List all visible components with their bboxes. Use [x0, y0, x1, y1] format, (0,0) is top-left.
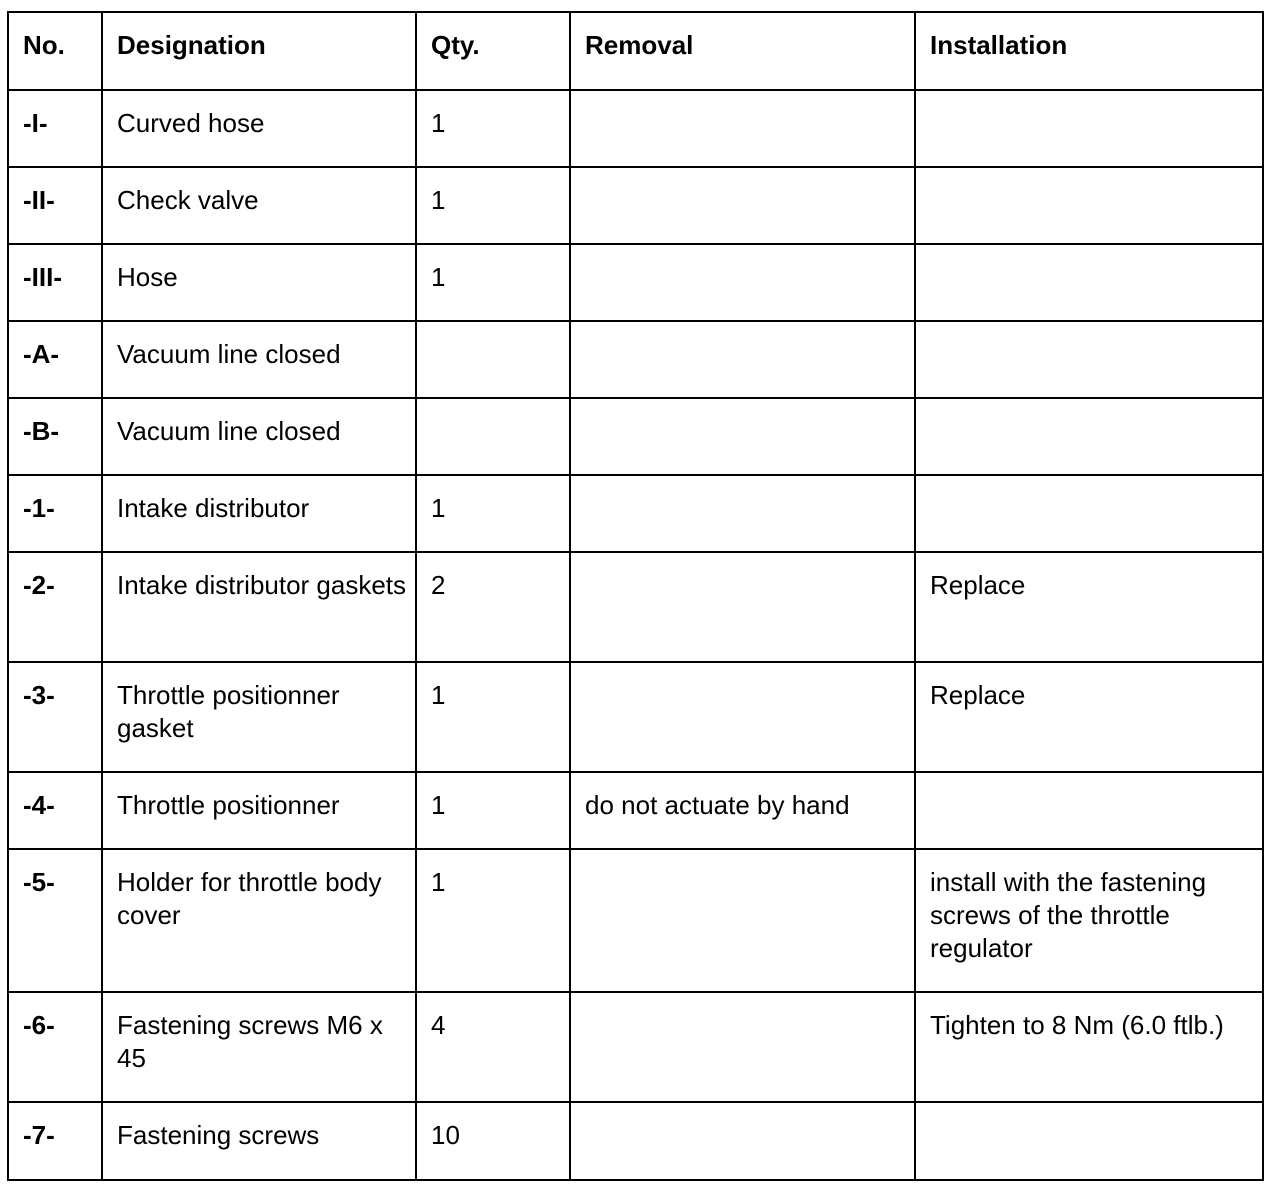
- cell-removal: [570, 321, 915, 398]
- table-row: [8, 849, 1263, 992]
- cell-installation: [915, 475, 1263, 552]
- cell-removal: [570, 244, 915, 321]
- cell-qty: 4: [416, 992, 570, 1102]
- cell-qty: [416, 398, 570, 475]
- table-row: [8, 992, 1263, 1102]
- cell-removal: [570, 475, 915, 552]
- cell-removal: [570, 662, 915, 772]
- cell-qty: 1: [416, 475, 570, 552]
- cell-installation: [915, 244, 1263, 321]
- cell-no: -II-: [8, 167, 102, 244]
- cell-qty: 1: [416, 90, 570, 167]
- cell-qty: 1: [416, 167, 570, 244]
- cell-no: -4-: [8, 772, 102, 849]
- cell-qty: 1: [416, 772, 570, 849]
- cell-installation: [915, 772, 1263, 849]
- header-removal: Removal: [570, 12, 915, 90]
- cell-installation: [915, 321, 1263, 398]
- cell-qty: 1: [416, 662, 570, 772]
- table-row: [8, 1102, 1263, 1180]
- cell-designation: Check valve: [102, 167, 416, 244]
- table-row: [8, 662, 1263, 772]
- cell-installation: Tighten to 8 Nm (6.0 ftlb.): [915, 992, 1263, 1102]
- cell-no: -6-: [8, 992, 102, 1102]
- cell-removal: [570, 849, 915, 992]
- cell-no: -III-: [8, 244, 102, 321]
- cell-no: -B-: [8, 398, 102, 475]
- header-designation: Designation: [102, 12, 416, 90]
- table-row: [8, 475, 1263, 552]
- cell-qty: 2: [416, 552, 570, 662]
- cell-installation: [915, 1102, 1263, 1180]
- cell-no: -7-: [8, 1102, 102, 1180]
- cell-installation: [915, 398, 1263, 475]
- cell-removal: [570, 552, 915, 662]
- cell-removal: [570, 90, 915, 167]
- cell-removal: do not actuate by hand: [570, 772, 915, 849]
- table-row: [8, 167, 1263, 244]
- header-qty: Qty.: [416, 12, 570, 90]
- cell-removal: [570, 1102, 915, 1180]
- cell-designation: Vacuum line closed: [102, 398, 416, 475]
- cell-removal: [570, 167, 915, 244]
- table-row: [8, 90, 1263, 167]
- cell-no: -2-: [8, 552, 102, 662]
- cell-designation: Throttle positionner: [102, 772, 416, 849]
- table-row: [8, 244, 1263, 321]
- cell-installation: Replace: [915, 662, 1263, 772]
- cell-no: -1-: [8, 475, 102, 552]
- cell-installation: Replace: [915, 552, 1263, 662]
- cell-installation: [915, 90, 1263, 167]
- table-row: [8, 321, 1263, 398]
- cell-designation: Curved hose: [102, 90, 416, 167]
- cell-no: -I-: [8, 90, 102, 167]
- cell-designation: Intake distributor gaskets: [102, 552, 416, 662]
- header-no: No.: [8, 12, 102, 90]
- header-installation: Installation: [915, 12, 1263, 90]
- cell-installation: [915, 167, 1263, 244]
- cell-qty: 1: [416, 244, 570, 321]
- header-row: [8, 12, 1263, 90]
- cell-removal: [570, 992, 915, 1102]
- parts-table: [7, 11, 1264, 1181]
- cell-no: -3-: [8, 662, 102, 772]
- cell-designation: Holder for throttle body cover: [102, 849, 416, 992]
- cell-designation: Fastening screws: [102, 1102, 416, 1180]
- cell-qty: 10: [416, 1102, 570, 1180]
- cell-no: -A-: [8, 321, 102, 398]
- cell-designation: Hose: [102, 244, 416, 321]
- table-row: [8, 398, 1263, 475]
- cell-no: -5-: [8, 849, 102, 992]
- cell-designation: Fastening screws M6 x 45: [102, 992, 416, 1102]
- table-row: [8, 772, 1263, 849]
- cell-designation: Throttle positionner gasket: [102, 662, 416, 772]
- table-row: [8, 552, 1263, 662]
- cell-designation: Intake distributor: [102, 475, 416, 552]
- cell-qty: 1: [416, 849, 570, 992]
- cell-removal: [570, 398, 915, 475]
- cell-qty: [416, 321, 570, 398]
- cell-installation: install with the fastening screws of the throttle regulator: [915, 849, 1263, 992]
- cell-designation: Vacuum line closed: [102, 321, 416, 398]
